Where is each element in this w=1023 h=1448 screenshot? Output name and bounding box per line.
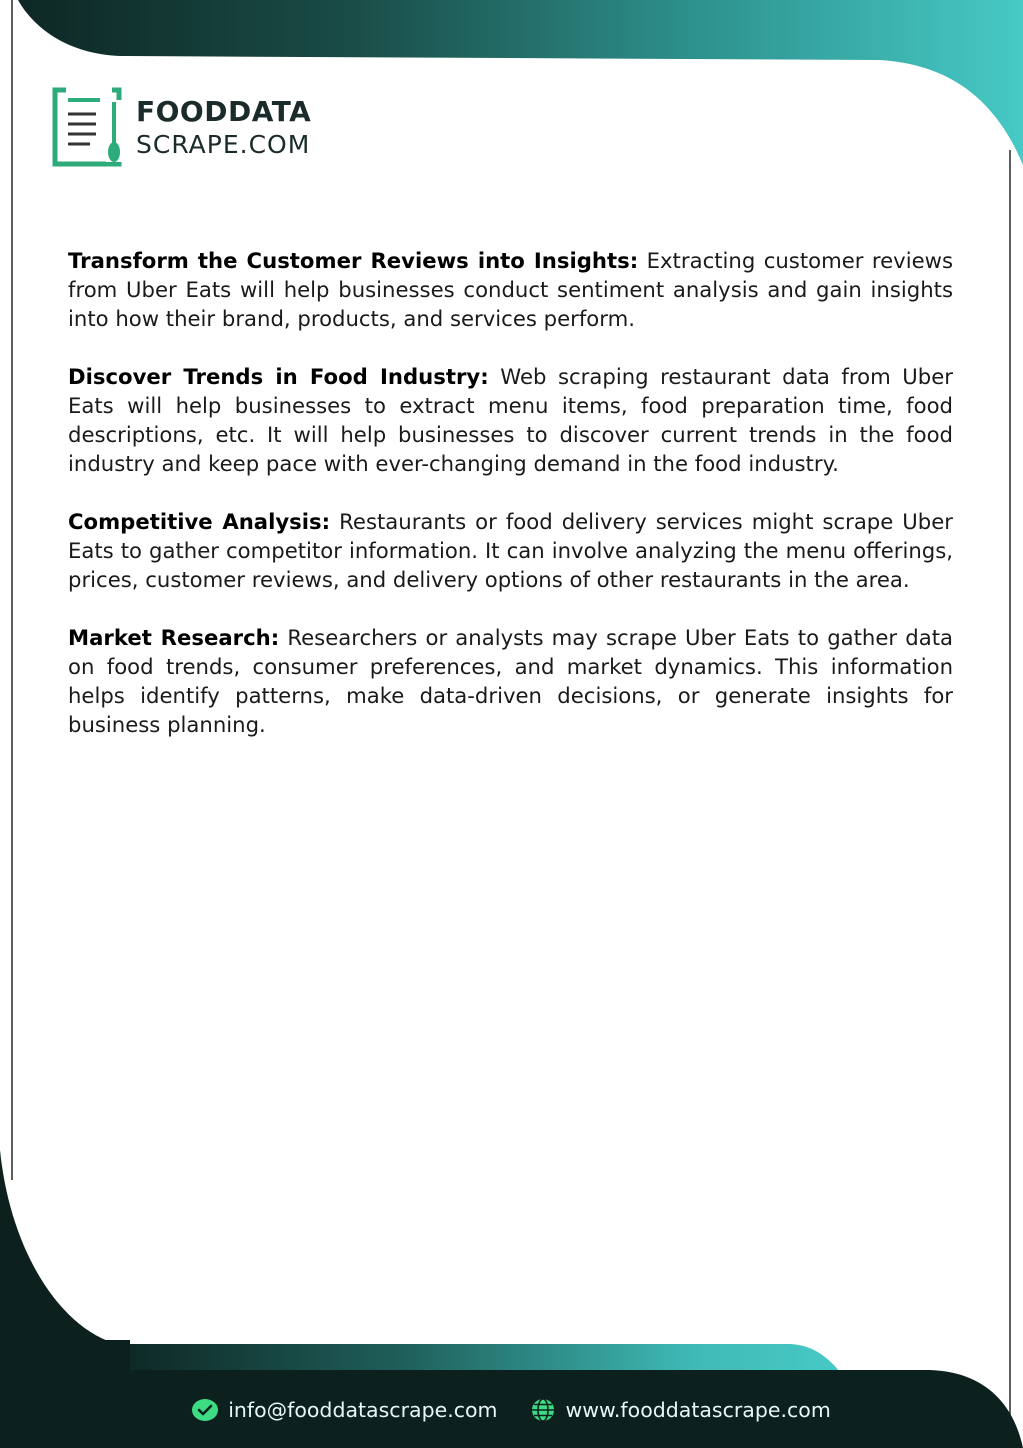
brand-name-line1: FOODDATA xyxy=(136,94,312,128)
section-heading: Transform the Customer Reviews into Insights: xyxy=(68,248,639,273)
email-link[interactable]: info@fooddatascrape.com xyxy=(228,1398,498,1422)
section-body: Extracting customer reviews from Uber Eats will help businesses conduct sentiment analysis and gain insights into how their brand, products, and services perform. xyxy=(68,248,953,331)
section-heading: Market Research: xyxy=(68,625,280,650)
email-icon xyxy=(192,1399,218,1421)
brand-name-line2: SCRAPE.COM xyxy=(136,129,311,159)
main-content xyxy=(68,246,953,768)
menu-board-icon xyxy=(52,86,128,168)
website-link[interactable]: www.fooddatascrape.com xyxy=(565,1398,831,1422)
section-heading: Competitive Analysis: xyxy=(68,509,331,534)
section-market-research xyxy=(68,623,953,739)
footer-website[interactable] xyxy=(530,1397,831,1423)
footer-email[interactable] xyxy=(192,1398,497,1422)
section-food-trends xyxy=(68,362,953,478)
globe-icon xyxy=(530,1397,556,1423)
section-heading: Discover Trends in Food Industry: xyxy=(68,364,489,389)
footer-contact xyxy=(0,1390,1023,1430)
section-body: Restaurants or food delivery services might scrape Uber Eats to gather competitor information. It can involve analyzing the menu offerings, prices, customer reviews, and delivery options of other restaurants in the area. xyxy=(68,509,953,592)
section-customer-reviews xyxy=(68,246,953,333)
section-body: Researchers or analysts may scrape Uber Eats to gather data on food trends, consumer preferences, and market dynamics. This information helps identify patterns, make data-driven decisions, or generate insights for business planning. xyxy=(68,625,953,737)
section-body: Web scraping restaurant data from Uber Eats will help businesses to extract menu items, food preparation time, food descriptions, etc. It will help businesses to discover current trends in the food industry and keep pace with ever-changing demand in the food industry. xyxy=(68,364,953,476)
bottom-accent-band xyxy=(110,1344,840,1372)
section-competitive-analysis xyxy=(68,507,953,594)
brand-logo xyxy=(52,86,311,168)
